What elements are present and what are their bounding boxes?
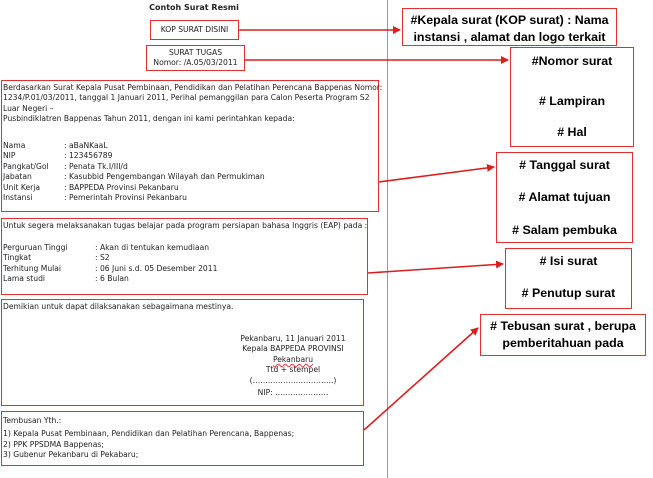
opening-line: Pusbindiklatren Bappenas Tahun 2011, dengan ini kami perintahkan kepada: xyxy=(3,114,295,124)
detail-row xyxy=(3,162,265,172)
detail-label: NIP xyxy=(3,151,16,161)
opening-paragraph xyxy=(3,83,382,125)
sign-place-date: Pekanbaru, 11 Januari 2011 xyxy=(240,334,346,343)
detail-label: Pangkat/Gol xyxy=(3,161,49,171)
nomor-surat: Nomor: /A.05/03/2011 xyxy=(153,58,238,67)
note-tembusan-line: # Tebusan surat , berupa xyxy=(490,319,636,333)
tembusan-list xyxy=(3,416,294,461)
note-kop-line: instansi , alamat dan logo terkait xyxy=(413,30,606,44)
surat-tugas-heading: SURAT TUGAS xyxy=(168,48,223,57)
note-tanggal: # Tanggal surat xyxy=(519,158,610,172)
detail-row xyxy=(3,141,265,151)
task-label: Perguruan Tinggi xyxy=(3,243,68,252)
task-row xyxy=(3,274,217,284)
opening-line: Berdasarkan Surat Kepala Pusat Pembinaan, Pendidikan dan Pelatihan Perencana Bappenas Nomor: xyxy=(3,83,383,92)
detail-row xyxy=(3,172,265,182)
sign-position: Kepala BAPPEDA PROVINSI xyxy=(242,344,344,354)
detail-label: Unit Kerja xyxy=(3,182,41,192)
task-intro: Untuk segera melaksanakan tugas belajar pada program persiapan bahasa Inggris (EAP) pada : xyxy=(3,221,368,230)
sign-nip-line: NIP: ………………… xyxy=(257,388,329,398)
task-value: : 6 Bulan xyxy=(95,274,129,284)
tembusan-item: 1) Kepala Pusat Pembinaan, Pendidikan dan Pelatihan Perencana, Bappenas; xyxy=(3,429,295,439)
detail-label: Nama xyxy=(3,141,26,150)
task-label: Lama studi xyxy=(3,274,46,284)
closing-text: Demikian untuk dapat dilaksanakan sebagaimana mestinya. xyxy=(3,302,234,311)
task-label: Terhitung Mulai xyxy=(3,263,62,273)
task-row xyxy=(3,264,217,274)
sign-city: Pekanbaru xyxy=(272,354,314,364)
note-nomor: #Nomor surat xyxy=(531,54,613,68)
page-title: Contoh Surat Resmi xyxy=(149,3,239,12)
detail-label: Jabatan xyxy=(3,172,32,182)
detail-row xyxy=(3,183,265,193)
task-row xyxy=(3,243,217,253)
note-salam: # Salam pembuka xyxy=(512,223,617,237)
detail-value: : Pemerintah Provinsi Pekanbaru xyxy=(64,193,187,203)
detail-value: : 123456789 xyxy=(64,151,113,161)
kop-text: KOP SURAT DISINI xyxy=(160,25,229,34)
task-label: Tingkat xyxy=(3,253,32,263)
note-hal: # Hal xyxy=(557,125,587,139)
detail-value: : Penata Tk.I/III/d xyxy=(64,161,128,171)
task-row xyxy=(3,253,217,263)
signature-block xyxy=(228,334,358,398)
detail-value: : aBaNKaaL xyxy=(64,141,108,150)
note-penutup: # Penutup surat xyxy=(521,286,616,300)
note-tembusan xyxy=(480,318,646,352)
note-kop-line: #Kepala surat (KOP surat) : Nama xyxy=(410,13,609,27)
detail-row xyxy=(3,193,265,203)
note-kop xyxy=(402,12,617,46)
task-value: : Akan di tentukan kemudiaan xyxy=(95,243,210,252)
arrow-tanggal xyxy=(379,167,494,182)
detail-label: Instansi xyxy=(3,193,33,203)
arrow-isi xyxy=(368,264,503,273)
sign-name-line: (…………………………..) xyxy=(249,375,337,385)
tembusan-title: Tembusan Yth.: xyxy=(3,416,62,425)
task-details xyxy=(3,243,217,285)
note-tembusan-line: pemberitahuan pada xyxy=(502,336,624,350)
task-value: : S2 xyxy=(95,253,110,263)
note-alamat: # Alamat tujuan xyxy=(518,190,611,204)
detail-row xyxy=(3,151,265,161)
note-lampiran: # Lampiran xyxy=(538,94,606,108)
detail-value: : Kasubbid Pengembangan Wilayah dan Permukiman xyxy=(64,172,265,182)
opening-line: Luar Negeri – xyxy=(3,103,54,113)
tembusan-item: 3) Gubenur Pekanbaru di Pekabaru; xyxy=(3,450,139,460)
detail-value: : BAPPEDA Provinsi Pekanbaru xyxy=(64,182,179,192)
note-isi: # Isi surat xyxy=(539,254,598,268)
tembusan-item: 2) PPK PPSDMA Bappenas; xyxy=(3,439,104,449)
opening-line: 1234/P.01/03/2011, tanggal 1 Januari 2011, Perihal pemanggilan para Calon Peserta Program S2 xyxy=(3,93,370,103)
person-details xyxy=(3,141,265,203)
task-value: : 06 Juni s.d. 05 Desember 2011 xyxy=(95,263,218,273)
sign-ttd: Ttd + stempel xyxy=(265,365,321,375)
